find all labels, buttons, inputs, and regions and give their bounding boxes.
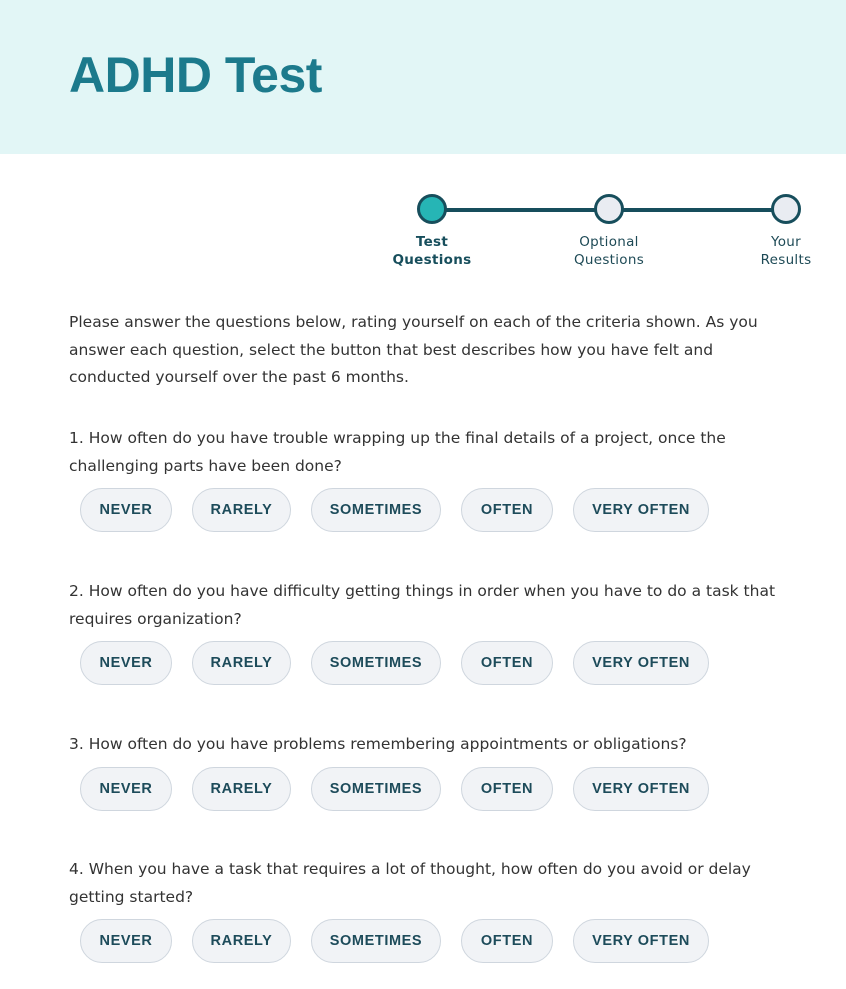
progress-stepper bbox=[0, 0, 846, 290]
step-label-test-questions bbox=[372, 233, 492, 269]
answer-never-button[interactable]: NEVER bbox=[80, 488, 172, 532]
answer-options bbox=[69, 767, 789, 813]
step-label-line: Questions bbox=[573, 252, 645, 268]
question-text: 2. How often do you have difficulty getting things in order when you have to do a task that requires organization? bbox=[69, 582, 776, 628]
answer-rarely-button[interactable]: RARELY bbox=[192, 641, 291, 685]
answer-sometimes-button[interactable]: SOMETIMES bbox=[311, 767, 441, 811]
question-4 bbox=[69, 856, 789, 965]
answer-rarely-button[interactable]: RARELY bbox=[192, 919, 291, 963]
step-label-your-results bbox=[726, 233, 846, 269]
answer-sometimes-button[interactable]: SOMETIMES bbox=[311, 488, 441, 532]
answer-sometimes-button[interactable]: SOMETIMES bbox=[311, 641, 441, 685]
question-3 bbox=[69, 731, 789, 813]
step-dot-optional-questions[interactable] bbox=[594, 194, 624, 224]
answer-often-button[interactable]: OFTEN bbox=[461, 641, 553, 685]
question-text: 4. When you have a task that requires a lot of thought, how often do you avoid or delay getting started? bbox=[69, 860, 751, 906]
answer-never-button[interactable]: NEVER bbox=[80, 767, 172, 811]
step-label-line: Optional bbox=[579, 234, 639, 250]
answer-often-button[interactable]: OFTEN bbox=[461, 767, 553, 811]
answer-sometimes-button[interactable]: SOMETIMES bbox=[311, 919, 441, 963]
stepper-track-2 bbox=[609, 208, 786, 212]
answer-very-often-button[interactable]: VERY OFTEN bbox=[573, 488, 709, 532]
step-label-line: Questions bbox=[392, 252, 472, 268]
stepper-track-1 bbox=[432, 208, 609, 212]
answer-never-button[interactable]: NEVER bbox=[80, 919, 172, 963]
page-title: ADHD Test bbox=[69, 47, 322, 103]
answer-very-often-button[interactable]: VERY OFTEN bbox=[573, 767, 709, 811]
answer-options bbox=[69, 641, 789, 687]
answer-options bbox=[69, 488, 789, 534]
answer-very-often-button[interactable]: VERY OFTEN bbox=[573, 919, 709, 963]
step-dot-your-results[interactable] bbox=[771, 194, 801, 224]
answer-rarely-button[interactable]: RARELY bbox=[192, 488, 291, 532]
answer-never-button[interactable]: NEVER bbox=[80, 641, 172, 685]
answer-often-button[interactable]: OFTEN bbox=[461, 488, 553, 532]
step-label-line: Results bbox=[760, 252, 812, 268]
answer-options bbox=[69, 919, 789, 965]
question-1 bbox=[69, 425, 789, 534]
step-label-line: Test bbox=[415, 234, 449, 250]
answer-rarely-button[interactable]: RARELY bbox=[192, 767, 291, 811]
step-label-optional-questions bbox=[549, 233, 669, 269]
question-text: 1. How often do you have trouble wrapping up the final details of a project, once the challenging parts have been done? bbox=[69, 429, 726, 475]
answer-often-button[interactable]: OFTEN bbox=[461, 919, 553, 963]
question-2 bbox=[69, 578, 789, 687]
step-dot-test-questions[interactable] bbox=[417, 194, 447, 224]
question-text: 3. How often do you have problems remembering appointments or obligations? bbox=[69, 735, 687, 753]
intro-text: Please answer the questions below, rating yourself on each of the criteria shown. As you answer each question, select the button that best describes how you have felt and conducted yourself over the past 6 months. bbox=[69, 313, 758, 386]
answer-very-often-button[interactable]: VERY OFTEN bbox=[573, 641, 709, 685]
step-label-line: Your bbox=[770, 234, 802, 250]
